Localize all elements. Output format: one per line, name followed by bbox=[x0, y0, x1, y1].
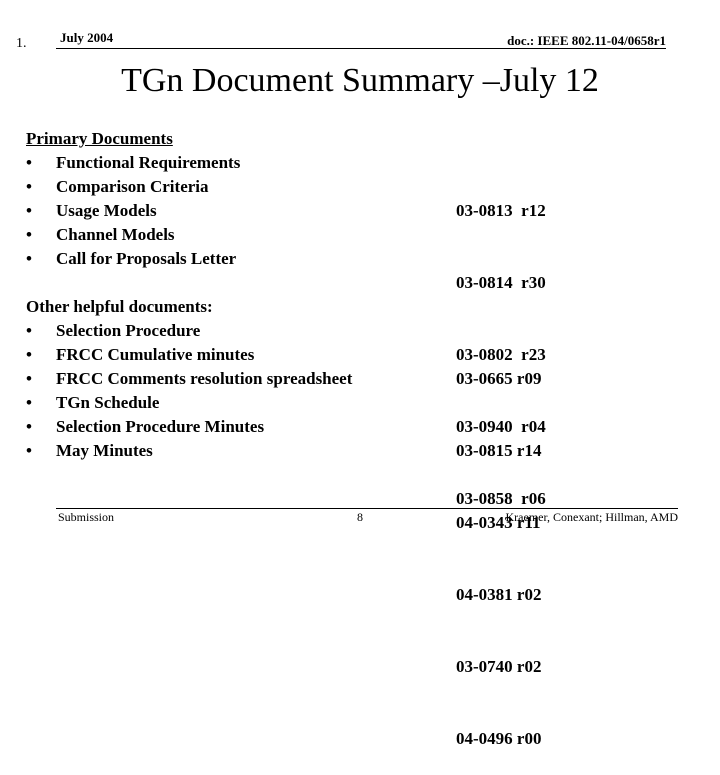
list-item-label: Call for Proposals Letter bbox=[56, 249, 237, 268]
bullet: • bbox=[26, 249, 32, 268]
list-item-label: Comparison Criteria bbox=[56, 177, 209, 196]
doc-number: 04-0381 r02 bbox=[456, 585, 542, 604]
list-item bbox=[26, 319, 446, 343]
footer-page-number: 8 bbox=[357, 510, 363, 524]
list-item bbox=[26, 247, 446, 271]
list-item-label: FRCC Cumulative minutes bbox=[56, 345, 255, 364]
footer-rule bbox=[56, 508, 678, 509]
bullet: • bbox=[26, 369, 32, 388]
bullet: • bbox=[26, 225, 32, 244]
list-item-label: TGn Schedule bbox=[56, 393, 160, 412]
slide-title: TGn Document Summary –July 12 bbox=[121, 62, 599, 99]
header-rule bbox=[56, 48, 666, 49]
slide-number: 1. bbox=[16, 36, 27, 51]
list-item bbox=[26, 175, 446, 199]
bullet: • bbox=[26, 201, 32, 220]
list-item-label: May Minutes bbox=[56, 441, 153, 460]
header-date: July 2004 bbox=[60, 30, 114, 45]
list-item-label: Selection Procedure Minutes bbox=[56, 417, 265, 436]
doc-number: 03-0740 r02 bbox=[456, 657, 542, 676]
doc-number: 04-0343 r11 bbox=[456, 513, 541, 532]
doc-number: 03-0802 r23 bbox=[456, 345, 546, 364]
bullet: • bbox=[26, 177, 32, 196]
list-item bbox=[26, 343, 446, 367]
doc-number: 03-0858 r06 bbox=[456, 489, 546, 508]
list-item bbox=[26, 415, 446, 439]
bullet: • bbox=[26, 393, 32, 412]
bullet: • bbox=[26, 153, 32, 172]
primary-documents-heading: Primary Documents bbox=[26, 129, 173, 148]
list-item bbox=[26, 151, 446, 175]
doc-number: 03-0813 r12 bbox=[456, 201, 546, 220]
list-item bbox=[26, 367, 446, 391]
list-item-label: FRCC Comments resolution spreadsheet bbox=[56, 369, 353, 388]
other-doc-numbers bbox=[456, 319, 541, 775]
doc-number: 03-0814 r30 bbox=[456, 273, 546, 292]
list-item-label: Functional Requirements bbox=[56, 153, 241, 172]
list-item-label: Selection Procedure bbox=[56, 321, 201, 340]
list-item bbox=[26, 199, 446, 223]
bullet: • bbox=[26, 345, 32, 364]
list-item-label: Usage Models bbox=[56, 201, 157, 220]
doc-number: 03-0665 r09 bbox=[456, 369, 542, 388]
bullet: • bbox=[26, 417, 32, 436]
primary-documents-list bbox=[26, 127, 446, 271]
footer-submission: Submission bbox=[58, 510, 115, 524]
bullet: • bbox=[26, 441, 32, 460]
primary-heading-row bbox=[26, 127, 446, 151]
list-item bbox=[26, 439, 446, 463]
list-item bbox=[26, 391, 446, 415]
header-doc-id: doc.: IEEE 802.11-04/0658r1 bbox=[507, 33, 666, 48]
doc-number: 03-0940 r04 bbox=[456, 417, 546, 436]
other-heading-row bbox=[26, 295, 446, 319]
list-item bbox=[26, 223, 446, 247]
other-documents-list bbox=[26, 295, 446, 463]
footer-authors: Kraemer, Conexant; Hillman, AMD bbox=[505, 510, 678, 524]
doc-number: 04-0496 r00 bbox=[456, 729, 542, 748]
list-item-label: Channel Models bbox=[56, 225, 175, 244]
doc-number: 03-0815 r14 bbox=[456, 441, 542, 460]
other-documents-heading: Other helpful documents: bbox=[26, 297, 213, 316]
bullet: • bbox=[26, 321, 32, 340]
